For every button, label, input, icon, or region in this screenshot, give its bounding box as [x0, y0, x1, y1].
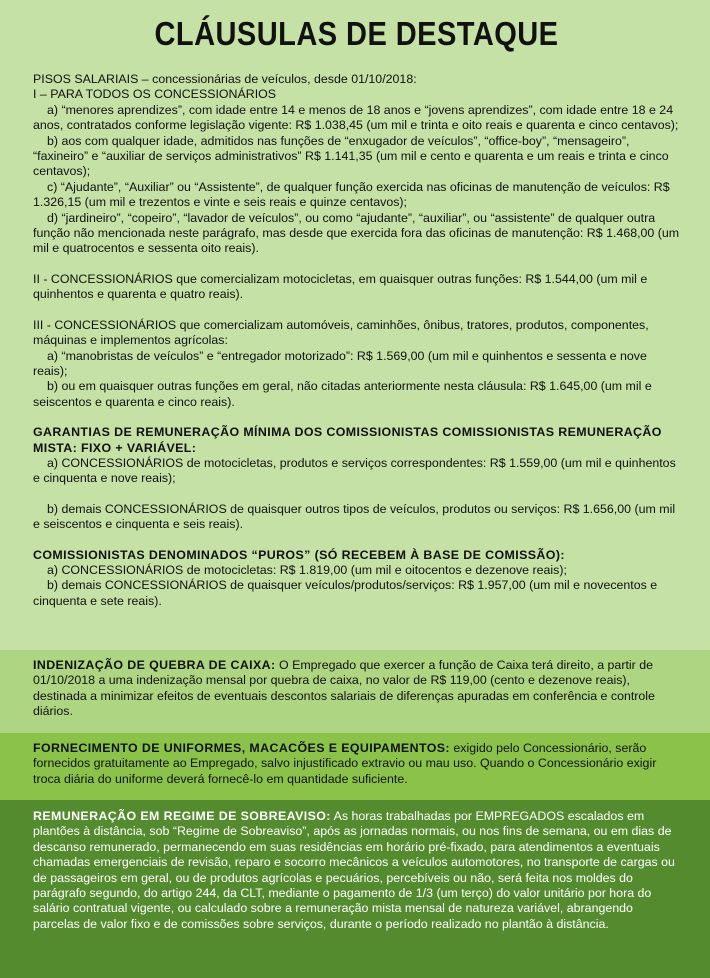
indenizacao-paragraph: [33, 658, 680, 720]
puros-title: COMISSIONISTAS DENOMINADOS “PUROS” (SÓ RECEBEM À BASE DE COMISSÃO):: [33, 547, 565, 562]
pisos-i-d: d) “jardineiro”, “copeiro”, “lavador de veículos”, ou como “ajudante”, “auxiliar”, ou “assistente” de qualquer outra função não mencionada neste parágrafo, mas desde que exercida fora das oficinas de manutenção: R$ 1.468,00 (um mil e quatrocentos e sessenta oito reais).: [33, 210, 680, 256]
garantias-b: b) demais CONCESSIONÁRIOS de quaisquer outros tipos de veículos, produtos ou serviços: R$ 1.656,00 (um mil e seiscentos e cinquenta e seis reais).: [33, 501, 676, 532]
page-title: CLÁUSULAS DE DESTAQUE: [154, 15, 559, 52]
sobreaviso-text: As horas trabalhadas por EMPREGADOS escalados em plantões à distância, sob “Regime de Sobreaviso”, após as jornadas normais, ou nos fins de semana, ou em dias de descanso remunerado, permanecendo em suas residências em horário pré-fixado, para atendimentos a eventuais chamadas emergenciais de revisão, reparo e socorro mecânicos a veículos automotores, no transporte de cargas ou de passageiros em geral, ou de produtos agrícolas e pecuários, percebíveis ou não, será feita nos moldes do parágrafo segundo, do artigo 244, da CLT, mediante o pagamento de 1/3 (um terço) do valor unitário por hora do salário contratual vigente, ou calculado sobre a remuneração mista mensal de natureza variável, abrangendo parcelas de valor fixo e de comissões sobre serviços, durante o período realizado no plantão à distância.: [33, 809, 675, 931]
garantias-a: a) CONCESSIONÁRIOS de motocicletas, produtos e serviços correspondentes: R$ 1.559,00 (um mil e quinhentos e cinquenta e nove reais);: [33, 455, 676, 486]
pisos-ii: II - CONCESSIONÁRIOS que comercializam motocicletas, em quaisquer outras funções: R$ 1.544,00 (um mil e quinhentos e quarenta e quatro reais).: [33, 271, 648, 302]
sobreaviso-paragraph: [33, 809, 680, 932]
uniformes-paragraph: [33, 741, 680, 787]
pisos-iii-a: a) “manobristas de veículos” e “entregador motorizado”: R$ 1.569,00 (um mil e quinhentos e sessenta e nove reais);: [33, 348, 647, 378]
sobreaviso-title: REMUNERAÇÃO EM REGIME DE SOBREAVISO:: [33, 809, 331, 823]
uniformes-title: FORNECIMENTO DE UNIFORMES, MACACÕES E EQUIPAMENTOS:: [33, 741, 450, 755]
pisos-i-c: c) “Ajudante”, “Auxiliar” ou “Assistente”, de qualquer função exercida nas oficinas de manutenção de veículos: R$ 1.326,15 (um mil e trezentos e vinte e seis reais e quinze centavos);: [33, 179, 670, 210]
pisos-iii-title: III - CONCESSIONÁRIOS que comercializam automóveis, caminhões, ônibus, tratores, produtos, componentes, máquinas e implementos agrícolas:: [33, 317, 649, 348]
uniforms-section: [0, 733, 710, 800]
indenizacao-title: INDENIZAÇÃO DE QUEBRA DE CAIXA:: [33, 658, 276, 672]
pisos-iii-b: b) ou em quaisquer outras funções em geral, não citadas anteriormente nesta cláusula: R$ 1.645,00 (um mil e seiscentos e quarenta e cinco reais).: [33, 379, 652, 409]
garantias-title: GARANTIAS DE REMUNERAÇÃO MÍNIMA DOS COMISSIONISTAS COMISSIONISTAS REMUNERAÇÃO MISTA: FIXO + VARIÁVEL:: [33, 425, 662, 455]
uniformes-text: exigido pelo Concessionário, serão fornecidos gratuitamente ao Empregado, salvo injustificado extravio ou mau uso. Quando o Concessionário exigir troca diária do uniforme deverá fornecê-lo em quantidade suficiente.: [33, 741, 657, 786]
cash-break-section: [0, 650, 710, 733]
pisos-i-b: b) aos com qualquer idade, admitidos nas funções de “enxugador de veículos”, “office-boy”, “mensageiro”, “faxineiro” e “auxiliar de serviços administrativos” R$ 1.141,35 (um mil e cento e quarenta e um reais e trinta e cinco centavos);: [33, 133, 669, 179]
indenizacao-text: O Empregado que exercer a função de Caixa terá direito, a partir de 01/10/2018 a uma indenização mensal por quebra de caixa, no valor de R$ 119,00 (cento e dezenove reais), destinada a minimizar efeitos de eventuais descontos salariais de diferenças apuradas em conferência e controle diários.: [33, 658, 655, 719]
pisos-i-title: I – PARA TODOS OS CONCESSIONÁRIOS: [33, 87, 277, 102]
pisos-header: PISOS SALARIAIS – concessionárias de veículos, desde 01/10/2018:: [33, 72, 417, 86]
puros-b: b) demais CONCESSIONÁRIOS de quaisquer veículos/produtos/serviços: R$ 1.957,00 (um mil e novecentos e cinquenta e sete reais).: [33, 578, 658, 608]
puros-a: a) CONCESSIONÁRIOS de motocicletas: R$ 1.819,00 (um mil e oitocentos e dezenove reais);: [47, 562, 567, 577]
pisos-i-a: a) “menores aprendizes”, com idade entre 14 e menos de 18 anos e “jovens aprendizes”, com idade entre 18 e 24 anos, contratados conforme legislação vigente: R$ 1.038,45 (um mil e trinta e oito reais e quarenta e cinco centavos);: [33, 102, 679, 133]
on-call-section: [0, 800, 710, 978]
